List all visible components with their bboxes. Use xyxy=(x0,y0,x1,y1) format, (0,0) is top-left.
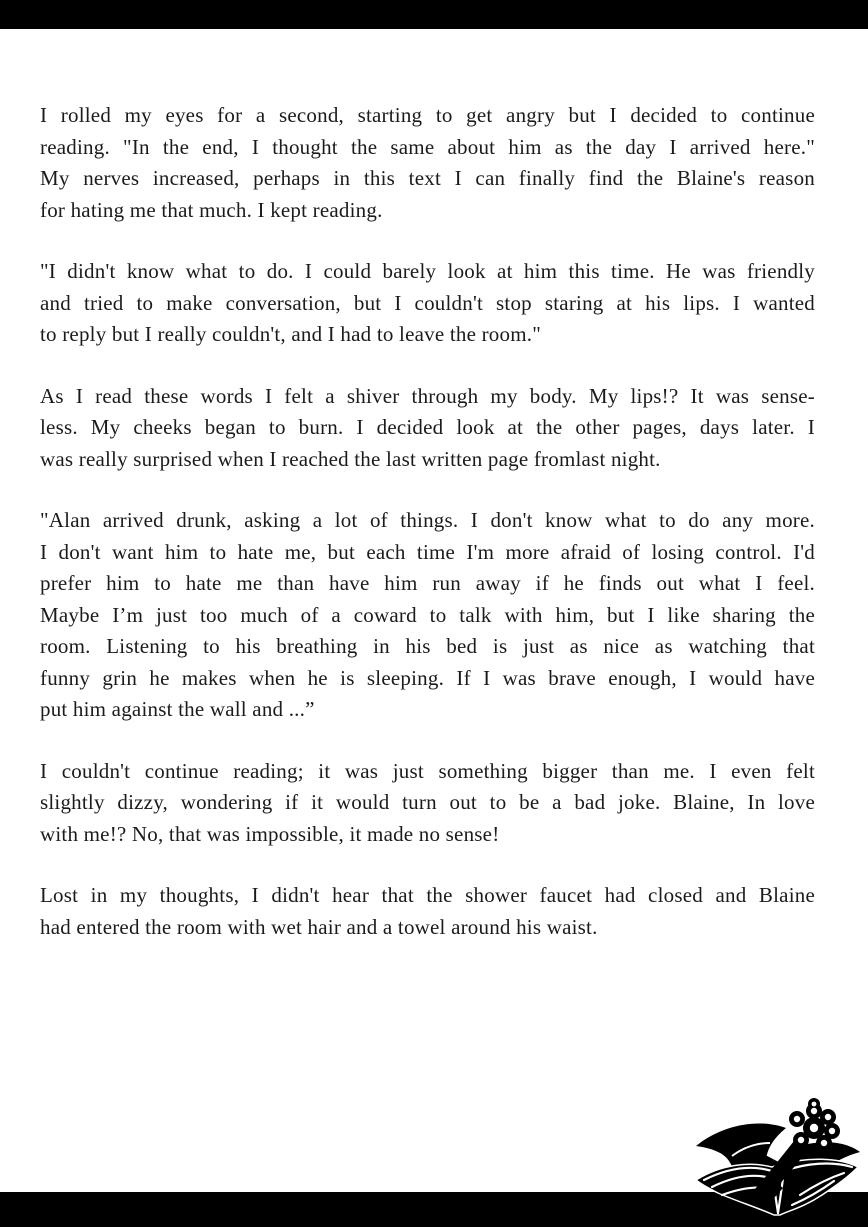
text-line: I couldn't continue reading; it was just something bigger than me. I even felt xyxy=(40,758,815,783)
text-line: funny grin he makes when he is sleeping. If I was brave enough, I would have xyxy=(40,665,815,690)
text-line: Maybe I’m just too much of a coward to talk with him, but I like sharing the xyxy=(40,602,815,627)
text-line: put him against the wall and ...” xyxy=(40,697,315,721)
text-line: with me!? No, that was impossible, it made no sense! xyxy=(40,821,500,846)
paragraph xyxy=(40,381,815,476)
paragraph xyxy=(40,256,815,351)
text-line: prefer him to hate me than have him run away if he finds out what I feel. xyxy=(40,571,815,595)
text-line: I don't want him to hate me, but each time I'm more afraid of losing control. I'd xyxy=(40,539,815,564)
text-line: slightly dizzy, wondering if it would turn out to be a bad joke. Blaine, In love xyxy=(40,790,815,814)
paragraph xyxy=(40,880,815,943)
text-line: Lost in my thoughts, I didn't hear that the shower faucet had closed and Blaine xyxy=(40,883,815,907)
text-line: As I read these words I felt a shiver through my body. My lips!? It was sense- xyxy=(40,383,815,408)
text-line: had entered the room with wet hair and a towel around his waist. xyxy=(40,914,598,939)
text-line: "I didn't know what to do. I could barely look at him this time. He was friendly xyxy=(40,259,815,283)
text-line: room. Listening to his breathing in his bed is just as nice as watching that xyxy=(40,634,815,658)
paragraph xyxy=(40,100,815,226)
top-letterbox-bar xyxy=(0,0,868,29)
text-line: was really surprised when I reached the last written page fromlast night. xyxy=(40,446,661,471)
text-line: and tried to make conversation, but I couldn't stop staring at his lips. I wanted xyxy=(40,290,815,315)
text-line: to reply but I really couldn't, and I had to leave the room." xyxy=(40,322,542,346)
text-line: "Alan arrived drunk, asking a lot of things. I don't know what to do any more. xyxy=(40,508,815,532)
text-line: My nerves increased, perhaps in this text I can finally find the Blaine's reason xyxy=(40,166,815,190)
text-line: less. My cheeks began to burn. I decided look at the other pages, days later. I xyxy=(40,415,815,439)
text-line: for hating me that much. I kept reading. xyxy=(40,197,383,222)
book-and-key-icon xyxy=(688,1094,866,1222)
story-text xyxy=(40,100,815,943)
paragraph xyxy=(40,756,815,851)
text-line: I rolled my eyes for a second, starting to get angry but I decided to continue xyxy=(40,103,815,127)
paragraph xyxy=(40,505,815,726)
text-line: reading. "In the end, I thought the same about him as the day I arrived here." xyxy=(40,134,815,159)
